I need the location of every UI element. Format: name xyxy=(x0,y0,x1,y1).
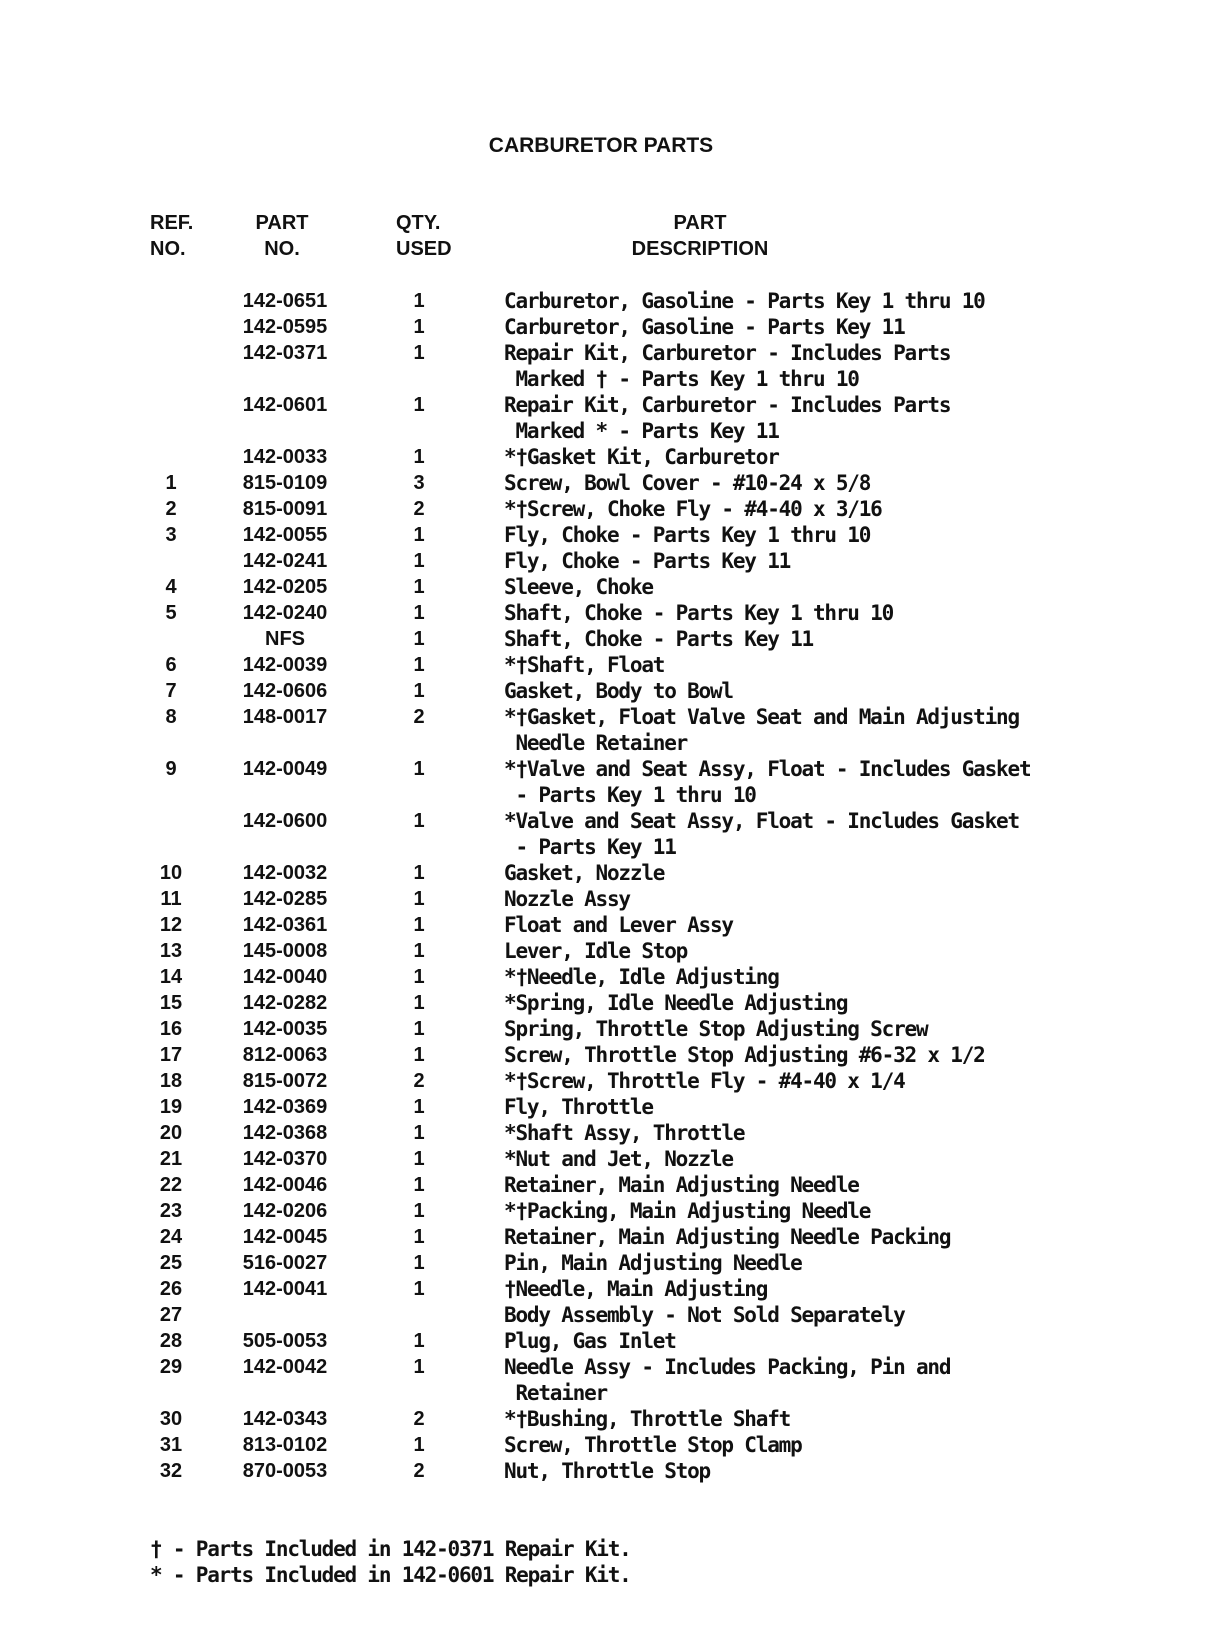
ref-no-cell: 15 xyxy=(159,992,183,1014)
ref-no-cell: 3 xyxy=(165,524,177,546)
description-cell: Shaft, Choke - Parts Key 11 xyxy=(504,627,813,651)
qty-used-cell: 3 xyxy=(413,472,425,494)
part-no-cell: 142-0600 xyxy=(242,810,328,832)
qty-used-cell: 1 xyxy=(413,316,425,338)
ref-no-cell: 10 xyxy=(159,862,183,884)
table-row xyxy=(0,1302,1214,1328)
table-row xyxy=(0,886,1214,912)
qty-used-cell: 1 xyxy=(413,290,425,312)
description-cell: *†Packing, Main Adjusting Needle xyxy=(504,1199,871,1223)
qty-used-cell: 1 xyxy=(413,1226,425,1248)
description-cell: Fly, Choke - Parts Key 1 thru 10 xyxy=(504,523,871,547)
table-row xyxy=(0,496,1214,522)
qty-used-cell: 1 xyxy=(413,862,425,884)
qty-used-cell: 1 xyxy=(413,810,425,832)
qty-used-cell: 1 xyxy=(413,1096,425,1118)
qty-used-cell: 1 xyxy=(413,1252,425,1274)
table-row xyxy=(0,964,1214,990)
qty-used-cell: 1 xyxy=(413,1122,425,1144)
qty-used-cell: 1 xyxy=(413,1174,425,1196)
ref-no-cell: 31 xyxy=(159,1434,183,1456)
part-no-cell: 815-0072 xyxy=(242,1070,328,1092)
ref-no-cell: 19 xyxy=(159,1096,183,1118)
description-cell: Carburetor, Gasoline - Parts Key 1 thru 10 xyxy=(504,289,985,313)
description-cell: Carburetor, Gasoline - Parts Key 11 xyxy=(504,315,905,339)
qty-used-cell: 1 xyxy=(413,628,425,650)
ref-no-cell: 26 xyxy=(159,1278,183,1300)
part-no-cell: 142-0343 xyxy=(242,1408,328,1430)
ref-no-cell: 29 xyxy=(159,1356,183,1378)
qty-used-cell: 1 xyxy=(413,992,425,1014)
qty-used-cell: 1 xyxy=(413,550,425,572)
description-cell: Gasket, Body to Bowl xyxy=(504,679,733,703)
description-cell: Retainer, Main Adjusting Needle xyxy=(504,1173,859,1197)
description-cell: Retainer, Main Adjusting Needle Packing xyxy=(504,1225,951,1249)
part-no-cell: 812-0063 xyxy=(242,1044,328,1066)
description-cell: *†Bushing, Throttle Shaft xyxy=(504,1407,791,1431)
description-cell: *†Shaft, Float xyxy=(504,653,665,677)
ref-no-cell: 5 xyxy=(165,602,177,624)
header-part-no xyxy=(222,210,342,262)
table-row xyxy=(0,574,1214,600)
table-row xyxy=(0,1068,1214,1094)
table-row xyxy=(0,288,1214,314)
part-no-cell: 813-0102 xyxy=(242,1434,328,1456)
table-row xyxy=(0,1042,1214,1068)
qty-used-cell: 1 xyxy=(413,1044,425,1066)
ref-no-cell: 18 xyxy=(159,1070,183,1092)
description-continuation: Marked * - Parts Key 11 xyxy=(504,419,779,443)
description-cell: Screw, Throttle Stop Clamp xyxy=(504,1433,802,1457)
qty-used-cell: 1 xyxy=(413,1018,425,1040)
table-row xyxy=(0,1276,1214,1302)
header-part-line2: NO. xyxy=(264,238,300,260)
ref-no-cell: 21 xyxy=(159,1148,183,1170)
description-continuation: Retainer xyxy=(504,1381,607,1405)
part-no-cell: 142-0595 xyxy=(242,316,328,338)
qty-used-cell: 2 xyxy=(413,1408,425,1430)
qty-used-cell: 1 xyxy=(413,342,425,364)
part-no-cell: 142-0042 xyxy=(242,1356,328,1378)
part-no-cell: 142-0033 xyxy=(242,446,328,468)
qty-used-cell: 1 xyxy=(413,1278,425,1300)
description-cell: †Needle, Main Adjusting xyxy=(504,1277,768,1301)
description-cell: Float and Lever Assy xyxy=(504,913,733,937)
parts-table xyxy=(0,288,1214,1484)
part-no-cell: 142-0240 xyxy=(242,602,328,624)
ref-no-cell: 8 xyxy=(165,706,177,728)
part-no-cell: 505-0053 xyxy=(242,1330,328,1352)
qty-used-cell: 1 xyxy=(413,576,425,598)
description-cell: *†Screw, Choke Fly - #4-40 x 3/16 xyxy=(504,497,882,521)
table-row xyxy=(0,392,1214,444)
ref-no-cell: 25 xyxy=(159,1252,183,1274)
qty-used-cell: 2 xyxy=(413,706,425,728)
qty-used-cell: 1 xyxy=(413,1356,425,1378)
qty-used-cell: 1 xyxy=(413,602,425,624)
part-no-cell: 815-0091 xyxy=(242,498,328,520)
description-cell: *†Gasket Kit, Carburetor xyxy=(504,445,779,469)
part-no-cell: 142-0285 xyxy=(242,888,328,910)
part-no-cell: 142-0032 xyxy=(242,862,328,884)
description-cell: Needle Assy - Includes Packing, Pin and xyxy=(504,1355,951,1379)
description-cell: *†Screw, Throttle Fly - #4-40 x 1/4 xyxy=(504,1069,905,1093)
table-row xyxy=(0,1406,1214,1432)
part-no-cell: NFS xyxy=(265,628,305,650)
ref-no-cell: 11 xyxy=(160,888,182,910)
table-row xyxy=(0,626,1214,652)
description-cell: Sleeve, Choke xyxy=(504,575,653,599)
description-cell: Nut, Throttle Stop xyxy=(504,1459,710,1483)
ref-no-cell: 20 xyxy=(159,1122,183,1144)
ref-no-cell: 28 xyxy=(159,1330,183,1352)
ref-no-cell: 7 xyxy=(165,680,177,702)
description-cell: *Spring, Idle Needle Adjusting xyxy=(504,991,848,1015)
table-row xyxy=(0,756,1214,808)
ref-no-cell: 14 xyxy=(159,966,183,988)
qty-used-cell: 1 xyxy=(413,1434,425,1456)
ref-no-cell: 24 xyxy=(159,1226,183,1248)
table-row xyxy=(0,704,1214,756)
qty-used-cell: 1 xyxy=(413,680,425,702)
table-row xyxy=(0,1120,1214,1146)
table-row xyxy=(0,1432,1214,1458)
description-cell: Repair Kit, Carburetor - Includes Parts xyxy=(504,393,951,417)
ref-no-cell: 17 xyxy=(159,1044,183,1066)
table-row xyxy=(0,1354,1214,1406)
table-row xyxy=(0,808,1214,860)
part-no-cell: 145-0008 xyxy=(242,940,328,962)
part-no-cell: 142-0361 xyxy=(242,914,328,936)
description-cell: Nozzle Assy xyxy=(504,887,630,911)
part-no-cell: 142-0282 xyxy=(242,992,328,1014)
part-no-cell: 142-0651 xyxy=(242,290,328,312)
description-continuation: - Parts Key 1 thru 10 xyxy=(504,783,756,807)
table-row xyxy=(0,340,1214,392)
table-row xyxy=(0,1094,1214,1120)
header-desc-line2: DESCRIPTION xyxy=(631,238,769,260)
qty-used-cell: 1 xyxy=(413,888,425,910)
description-cell: *Valve and Seat Assy, Float - Includes Gasket xyxy=(504,809,1019,833)
qty-used-cell: 1 xyxy=(413,758,425,780)
table-row xyxy=(0,314,1214,340)
header-ref-line1: REF. xyxy=(150,212,194,234)
page-title: CARBURETOR PARTS xyxy=(488,134,714,157)
description-cell: Fly, Choke - Parts Key 11 xyxy=(504,549,791,573)
description-continuation: Marked † - Parts Key 1 thru 10 xyxy=(504,367,859,391)
description-cell: Repair Kit, Carburetor - Includes Parts xyxy=(504,341,951,365)
header-qty-line1: QTY. xyxy=(396,212,441,234)
part-no-cell: 142-0205 xyxy=(242,576,328,598)
qty-used-cell: 1 xyxy=(413,1148,425,1170)
part-no-cell: 142-0040 xyxy=(242,966,328,988)
table-row xyxy=(0,444,1214,470)
table-row xyxy=(0,860,1214,886)
ref-no-cell: 2 xyxy=(165,498,177,520)
qty-used-cell: 1 xyxy=(413,966,425,988)
qty-used-cell: 1 xyxy=(413,940,425,962)
table-row xyxy=(0,1198,1214,1224)
part-no-cell: 142-0035 xyxy=(242,1018,328,1040)
header-desc-line1: PART xyxy=(673,212,727,234)
part-no-cell: 142-0601 xyxy=(242,394,328,416)
description-cell: *†Needle, Idle Adjusting xyxy=(504,965,779,989)
description-cell: *Shaft Assy, Throttle xyxy=(504,1121,745,1145)
part-no-cell: 142-0039 xyxy=(242,654,328,676)
description-cell: *Nut and Jet, Nozzle xyxy=(504,1147,733,1171)
description-cell: Plug, Gas Inlet xyxy=(504,1329,676,1353)
part-no-cell: 516-0027 xyxy=(242,1252,328,1274)
part-no-cell: 142-0046 xyxy=(242,1174,328,1196)
part-no-cell: 142-0206 xyxy=(242,1200,328,1222)
table-row xyxy=(0,1224,1214,1250)
footnote-dagger: † - Parts Included in 142-0371 Repair Kit. xyxy=(150,1537,631,1561)
qty-used-cell: 1 xyxy=(413,1330,425,1352)
part-no-cell: 815-0109 xyxy=(242,472,328,494)
description-cell: Fly, Throttle xyxy=(504,1095,653,1119)
header-qty-line2: USED xyxy=(396,238,452,260)
table-row xyxy=(0,938,1214,964)
header-part-line1: PART xyxy=(255,212,309,234)
qty-used-cell: 1 xyxy=(413,524,425,546)
part-no-cell: 148-0017 xyxy=(242,706,328,728)
part-no-cell: 870-0053 xyxy=(242,1460,328,1482)
ref-no-cell: 16 xyxy=(159,1018,183,1040)
ref-no-cell: 32 xyxy=(159,1460,183,1482)
description-cell: *†Valve and Seat Assy, Float - Includes Gasket xyxy=(504,757,1031,781)
ref-no-cell: 1 xyxy=(165,472,177,494)
table-row xyxy=(0,652,1214,678)
qty-used-cell: 1 xyxy=(413,1200,425,1222)
description-cell: Shaft, Choke - Parts Key 1 thru 10 xyxy=(504,601,894,625)
footnote-asterisk: * - Parts Included in 142-0601 Repair Kit. xyxy=(150,1563,631,1587)
ref-no-cell: 4 xyxy=(165,576,177,598)
table-row xyxy=(0,1016,1214,1042)
description-cell: Body Assembly - Not Sold Separately xyxy=(504,1303,905,1327)
part-no-cell: 142-0041 xyxy=(242,1278,328,1300)
ref-no-cell: 9 xyxy=(165,758,177,780)
ref-no-cell: 6 xyxy=(165,654,177,676)
table-row xyxy=(0,1146,1214,1172)
part-no-cell: 142-0055 xyxy=(242,524,328,546)
table-row xyxy=(0,1328,1214,1354)
table-row xyxy=(0,1250,1214,1276)
table-row xyxy=(0,600,1214,626)
description-cell: Lever, Idle Stop xyxy=(504,939,688,963)
description-cell: Gasket, Nozzle xyxy=(504,861,665,885)
part-no-cell: 142-0369 xyxy=(242,1096,328,1118)
part-no-cell: 142-0241 xyxy=(242,550,328,572)
qty-used-cell: 1 xyxy=(413,394,425,416)
part-no-cell: 142-0045 xyxy=(242,1226,328,1248)
qty-used-cell: 1 xyxy=(413,446,425,468)
qty-used-cell: 2 xyxy=(413,498,425,520)
table-row xyxy=(0,912,1214,938)
header-part-description xyxy=(580,210,820,262)
part-no-cell: 142-0049 xyxy=(242,758,328,780)
description-cell: Screw, Bowl Cover - #10-24 x 5/8 xyxy=(504,471,871,495)
part-no-cell: 142-0606 xyxy=(242,680,328,702)
qty-used-cell: 1 xyxy=(413,654,425,676)
part-no-cell: 142-0371 xyxy=(242,342,328,364)
qty-used-cell: 2 xyxy=(413,1070,425,1092)
description-continuation: - Parts Key 11 xyxy=(504,835,676,859)
ref-no-cell: 23 xyxy=(159,1200,183,1222)
header-qty-used xyxy=(396,210,452,262)
table-row xyxy=(0,1458,1214,1484)
description-cell: Spring, Throttle Stop Adjusting Screw xyxy=(504,1017,928,1041)
table-row xyxy=(0,548,1214,574)
ref-no-cell: 27 xyxy=(159,1304,183,1326)
header-ref-line2: NO. xyxy=(150,238,186,260)
table-row xyxy=(0,470,1214,496)
ref-no-cell: 22 xyxy=(159,1174,183,1196)
part-no-cell: 142-0370 xyxy=(242,1148,328,1170)
qty-used-cell: 1 xyxy=(413,914,425,936)
ref-no-cell: 30 xyxy=(159,1408,183,1430)
table-row xyxy=(0,522,1214,548)
table-row xyxy=(0,678,1214,704)
part-no-cell: 142-0368 xyxy=(242,1122,328,1144)
ref-no-cell: 13 xyxy=(159,940,183,962)
table-row xyxy=(0,990,1214,1016)
ref-no-cell: 12 xyxy=(159,914,183,936)
footnotes xyxy=(150,1536,631,1588)
description-cell: *†Gasket, Float Valve Seat and Main Adjusting xyxy=(504,705,1019,729)
description-cell: Pin, Main Adjusting Needle xyxy=(504,1251,802,1275)
description-continuation: Needle Retainer xyxy=(504,731,688,755)
header-ref-no xyxy=(150,210,193,262)
qty-used-cell: 2 xyxy=(413,1460,425,1482)
description-cell: Screw, Throttle Stop Adjusting #6-32 x 1/2 xyxy=(504,1043,985,1067)
table-row xyxy=(0,1172,1214,1198)
